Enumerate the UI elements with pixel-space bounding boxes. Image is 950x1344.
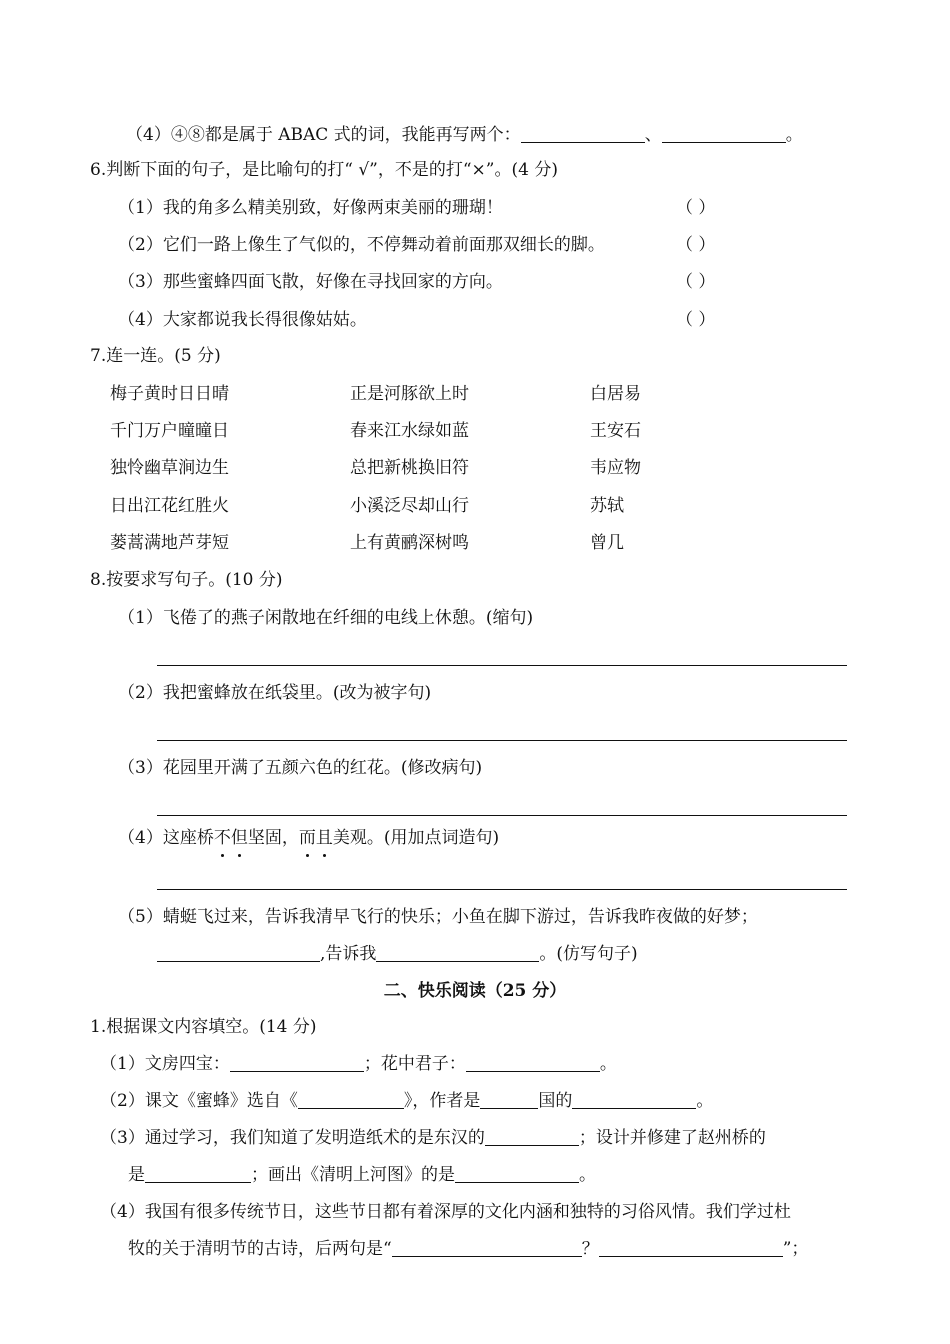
q8-item-4 bbox=[118, 826, 499, 850]
r1-text: ；画出《清明上河图》的是 bbox=[251, 1165, 455, 1185]
q6-item-2: （2）它们一路上像生了气似的，不停舞动着前面那双细长的脚。 bbox=[118, 235, 605, 255]
q7-col3-item[interactable]: 苏轼 bbox=[590, 496, 624, 516]
q6-item-1: （1）我的角多么精美别致，好像两束美丽的珊瑚！ bbox=[118, 198, 503, 218]
q8-item-3: （3）花园里开满了五颜六色的红花。(修改病句) bbox=[118, 758, 483, 778]
dotted-word: 而 bbox=[298, 828, 316, 848]
period: 。 bbox=[785, 125, 803, 145]
r1-text: ”； bbox=[782, 1239, 809, 1259]
separator: 、 bbox=[644, 125, 662, 145]
r1-text: （2）课文《蜜蜂》选自《 bbox=[100, 1091, 298, 1111]
r1-d: （4）我国有很多传统节日，这些节日都有着深厚的文化内涵和独特的习俗风情。我们学过杜 bbox=[100, 1202, 791, 1222]
q8-item-1: （1）飞倦了的燕子闲散地在纤细的电线上休憩。(缩句) bbox=[118, 608, 534, 628]
answer-blank[interactable] bbox=[572, 1090, 696, 1109]
answer-blank[interactable] bbox=[662, 124, 786, 143]
q6-item-3: （3）那些蜜蜂四面飞散，好像在寻找回家的方向。 bbox=[118, 272, 503, 292]
q7-col2-item[interactable]: 上有黄鹂深树鸣 bbox=[350, 533, 469, 553]
answer-paren[interactable]: （ ） bbox=[676, 235, 716, 255]
r1-d2 bbox=[128, 1237, 808, 1261]
answer-blank[interactable] bbox=[466, 1053, 600, 1072]
q8-item-5: （5）蜻蜓飞过来，告诉我清早飞行的快乐；小鱼在脚下游过，告诉我昨夜做的好梦； bbox=[118, 907, 758, 927]
r1-text: 。 bbox=[696, 1091, 714, 1111]
q8-title: 8.按要求写句子。(10 分) bbox=[90, 570, 283, 590]
q7-col3-item[interactable]: 王安石 bbox=[590, 421, 641, 441]
fill-text: ,告诉我 bbox=[320, 944, 377, 964]
r1-text: 。 bbox=[599, 1054, 617, 1074]
answer-line[interactable] bbox=[157, 665, 847, 666]
q8-item-4-text: 美观。(用加点词造句) bbox=[332, 828, 500, 848]
q7-col1-item[interactable]: 独怜幽草涧边生 bbox=[110, 458, 229, 478]
q7-col3-item[interactable]: 韦应物 bbox=[590, 458, 641, 478]
fill-text: 。(仿写句子) bbox=[539, 944, 638, 964]
q8-item-4-text: 坚固， bbox=[247, 828, 299, 848]
q7-col2-item[interactable]: 总把新桃换旧符 bbox=[350, 458, 469, 478]
r1-text: 牧的关于清明节的古诗，后两句是“ bbox=[128, 1239, 392, 1259]
r1-title: 1.根据课文内容填空。(14 分) bbox=[90, 1017, 317, 1037]
section-heading: 二、快乐阅读（25 分） bbox=[383, 981, 567, 1001]
r1-c bbox=[100, 1126, 766, 1150]
r1-text: 是 bbox=[128, 1165, 145, 1185]
answer-line[interactable] bbox=[157, 740, 847, 741]
answer-line[interactable] bbox=[157, 815, 847, 816]
q7-col3-item[interactable]: 曾几 bbox=[590, 533, 624, 553]
answer-blank[interactable] bbox=[298, 1090, 404, 1109]
q7-col2-item[interactable]: 春来江水绿如蓝 bbox=[350, 421, 469, 441]
answer-paren[interactable]: （ ） bbox=[676, 198, 716, 218]
r1-text: ？ bbox=[581, 1239, 599, 1259]
answer-blank[interactable] bbox=[392, 1238, 582, 1257]
dotted-word: 且 bbox=[315, 828, 333, 848]
q8-item-4-text: （4）这座桥 bbox=[118, 828, 214, 848]
answer-blank[interactable] bbox=[157, 943, 320, 962]
q7-col1-item[interactable]: 日出江花红胜火 bbox=[110, 496, 229, 516]
r1-text: ；花中君子： bbox=[363, 1054, 466, 1074]
answer-blank[interactable] bbox=[230, 1053, 364, 1072]
r1-c2 bbox=[128, 1163, 596, 1187]
r1-text: 国的 bbox=[538, 1091, 573, 1111]
r1-text: （1）文房四宝： bbox=[100, 1054, 230, 1074]
q5-4-line bbox=[126, 123, 803, 147]
q7-col2-item[interactable]: 小溪泛尽却山行 bbox=[350, 496, 469, 516]
answer-blank[interactable] bbox=[599, 1238, 783, 1257]
dotted-word: 不 bbox=[213, 828, 231, 848]
r1-a bbox=[100, 1052, 617, 1076]
answer-blank[interactable] bbox=[455, 1164, 579, 1183]
answer-blank[interactable] bbox=[376, 943, 539, 962]
r1-text: 。 bbox=[579, 1165, 596, 1185]
answer-line[interactable] bbox=[157, 889, 847, 890]
q6-title: 6.判断下面的句子，是比喻句的打“ √”，不是的打“×”。(4 分) bbox=[90, 160, 558, 180]
q7-col3-item[interactable]: 白居易 bbox=[590, 384, 641, 404]
q7-col1-item[interactable]: 蒌蒿满地芦芽短 bbox=[110, 533, 229, 553]
answer-blank[interactable] bbox=[485, 1127, 579, 1146]
dotted-word: 但 bbox=[230, 828, 248, 848]
r1-text: ；设计并修建了赵州桥的 bbox=[578, 1128, 766, 1148]
q6-item-4: （4）大家都说我长得很像姑姑。 bbox=[118, 310, 367, 330]
answer-blank[interactable] bbox=[480, 1090, 538, 1109]
r1-text: 》，作者是 bbox=[403, 1091, 481, 1111]
q7-title: 7.连一连。(5 分) bbox=[90, 346, 221, 366]
q7-col1-item[interactable]: 千门万户曈曈日 bbox=[110, 421, 229, 441]
answer-paren[interactable]: （ ） bbox=[676, 272, 716, 292]
r1-b bbox=[100, 1089, 713, 1113]
q7-col2-item[interactable]: 正是河豚欲上时 bbox=[350, 384, 469, 404]
answer-paren[interactable]: （ ） bbox=[676, 310, 716, 330]
q8-item-5-fill bbox=[157, 942, 638, 966]
q5-4-text: （4）④⑧都是属于 ABAC 式的词，我能再写两个： bbox=[126, 125, 521, 145]
q7-col1-item[interactable]: 梅子黄时日日晴 bbox=[110, 384, 229, 404]
r1-text: （3）通过学习，我们知道了发明造纸术的是东汉的 bbox=[100, 1128, 485, 1148]
q8-item-2: （2）我把蜜蜂放在纸袋里。(改为被字句) bbox=[118, 683, 432, 703]
answer-blank[interactable] bbox=[145, 1164, 251, 1183]
answer-blank[interactable] bbox=[521, 124, 645, 143]
